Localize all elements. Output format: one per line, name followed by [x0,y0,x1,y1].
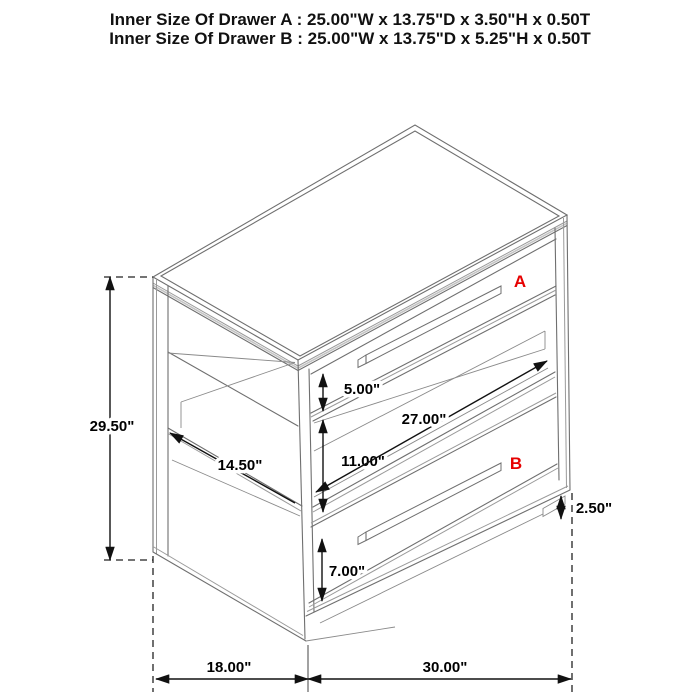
opening-height-value: 11.00" [341,453,385,470]
dimension-opening-height [323,420,385,512]
drawer-a-height-value: 5.00" [343,381,381,398]
top-edge-band [153,221,567,371]
drawer-b-inner-size-text: Inner Size Of Drawer B : 25.00"W x 13.75"D x 5.25"H x 0.50T [109,29,591,48]
depth-value: 18.00" [206,659,252,676]
dimension-base-height [561,496,612,519]
dimension-shelf-depth [170,433,295,503]
dimension-depth [156,659,308,679]
dimension-drawer-a-height [323,374,380,411]
dimension-overall-height [90,277,153,560]
shelf-depth-value: 14.50" [217,457,263,474]
drawer-a-inner-size-text: Inner Size Of Drawer A : 25.00"W x 13.75"D x 3.50"H x 0.50T [109,10,591,29]
width-value: 30.00" [422,659,468,676]
inner-width-value: 27.00" [401,411,447,428]
header-text [109,10,591,48]
drawer-b-height-value: 7.00" [328,563,366,580]
base-height-value: 2.50" [575,500,613,517]
drawer-b-label: B [509,454,523,473]
top-face [153,125,567,360]
overall-height-value: 29.50" [89,418,135,435]
dimension-width [308,659,571,679]
drawer-a-label: A [513,272,527,291]
